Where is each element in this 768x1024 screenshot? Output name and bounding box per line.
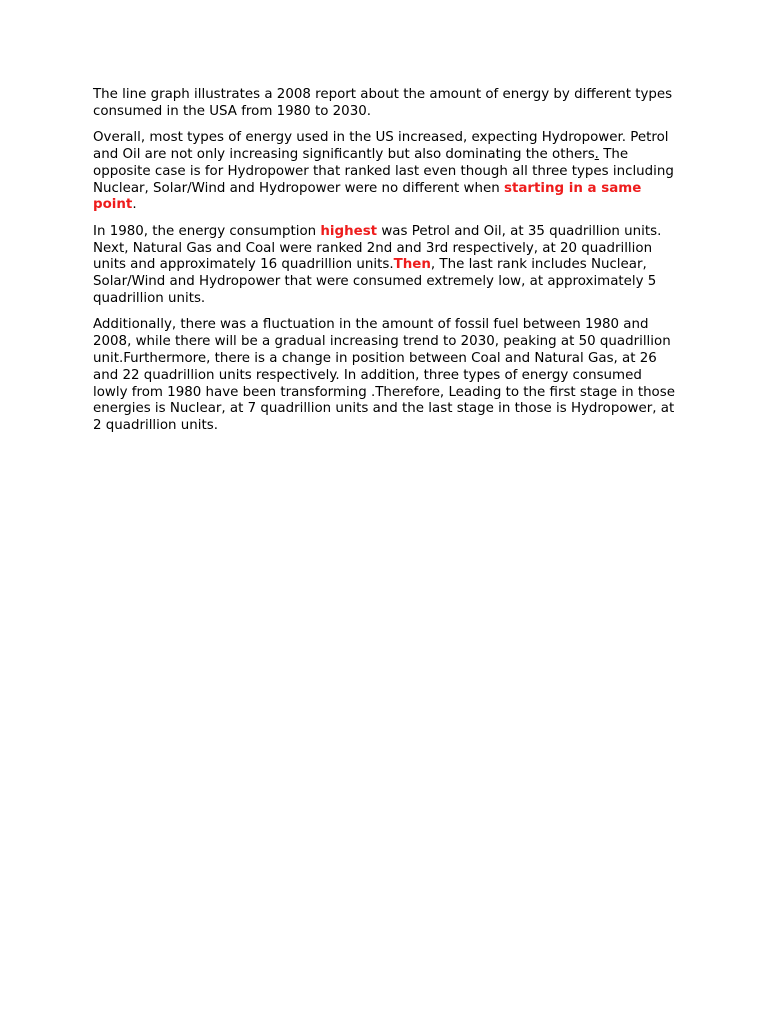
document-body <box>93 87 677 445</box>
text-run: In 1980, the energy consumption <box>93 223 321 239</box>
highlighted-word: highest <box>320 223 378 239</box>
text-run: Additionally, there was a fluctuation in the amount of fossil fuel between 1980 and 2008, while there will be a gradual increasing trend to 2030, peaking at 50 quadrillion unit.Furthermore, there is a change in position between Coal and Natural Gas, at 26 and 22 quadrillion units respectively. In addition, three types of energy consumed lowly from 1980 have been transforming .Therefore, Leading to the first stage in those energies is Nuclear, at 7 quadrillion units and the last stage in those is Hydropower, at 2 quadrillion units. <box>93 317 675 434</box>
highlighted-word: Then <box>393 257 431 273</box>
underlined-period: . <box>594 146 599 162</box>
paragraph-1980 <box>93 224 677 308</box>
paragraph-trends <box>93 317 677 435</box>
text-run: . <box>132 197 137 213</box>
text-run: was Petrol and Oil, at 35 quadrillion units. Next, Natural Gas and Coal were ranked 2nd and 3rd respectively, at 20 quadrillion units and approximately 16 quadrillion units. <box>93 223 662 273</box>
paragraph-overview <box>93 130 677 214</box>
text-run: Overall, most types of energy used in the US increased, expecting Hydropower. Petrol and Oil are not only increasing significantly but also dominating the others <box>93 130 669 162</box>
text-run: The line graph illustrates a 2008 report about the amount of energy by different types consumed in the USA from 1980 to 2030. <box>93 87 673 119</box>
text-run: The opposite case is for Hydropower that ranked last even though all three types including Nuclear, Solar/Wind and Hydropower were no different when <box>93 146 674 196</box>
highlighted-phrase: starting in a same point <box>93 180 642 213</box>
text-run: , The last rank includes Nuclear, Solar/Wind and Hydropower that were consumed extremely low, at approximately 5 quadrillion units. <box>93 257 657 306</box>
paragraph-intro <box>93 87 677 121</box>
